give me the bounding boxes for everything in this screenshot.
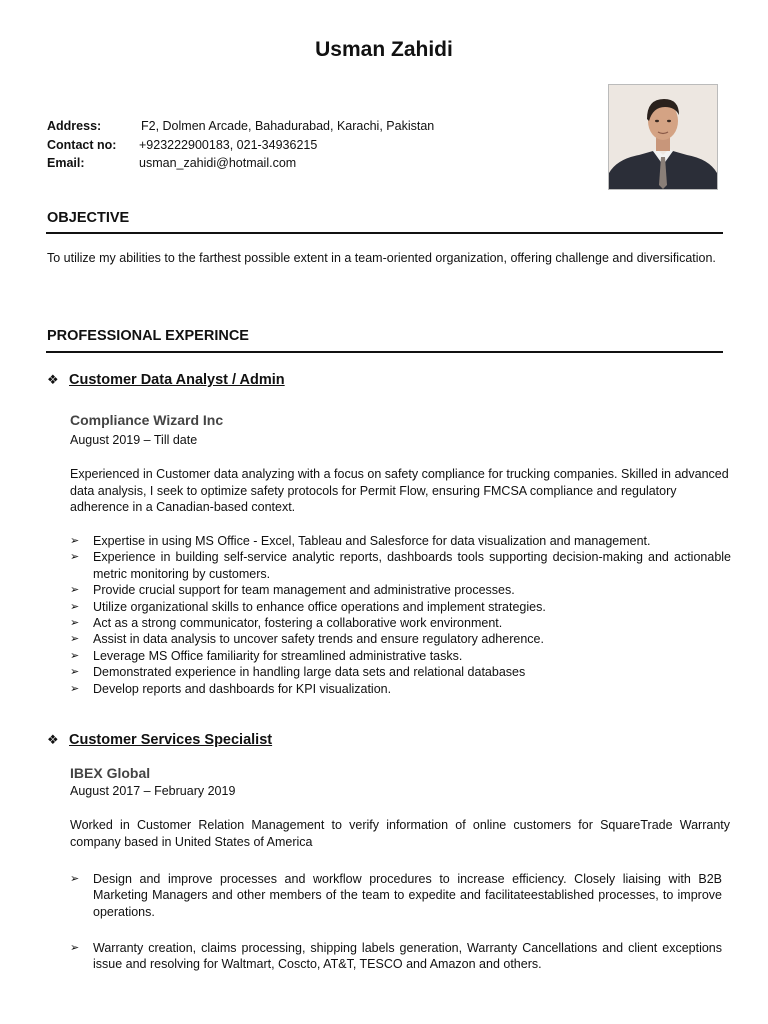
list-item	[70, 940, 722, 973]
bullet-text: Leverage MS Office familiarity for streamlined administrative tasks.	[93, 648, 463, 663]
list-item	[70, 681, 731, 697]
job-title-2	[47, 732, 272, 748]
arrow-bullet-icon: ➢	[70, 682, 80, 695]
list-item	[70, 648, 731, 664]
bullet-text: Provide crucial support for team management and administrative processes.	[93, 583, 515, 598]
arrow-bullet-icon: ➢	[70, 942, 80, 954]
address-value: F2, Dolmen Arcade, Bahadurabad, Karachi, Pakistan	[141, 119, 435, 133]
arrow-bullet-icon: ➢	[70, 873, 80, 885]
list-item	[70, 533, 731, 549]
objective-text: To utilize my abilities to the farthest possible extent in a team-oriented organization, offering challenge and diversification.	[47, 251, 716, 265]
contact-value: +923222900183, 021-34936215	[139, 138, 318, 152]
address-row	[47, 119, 435, 133]
job-bullets-2b	[70, 940, 722, 973]
bullet-text: Demonstrated experience in handling large data sets and relational databases	[93, 665, 526, 680]
list-item	[70, 631, 731, 647]
list-item	[70, 599, 731, 615]
list-item	[70, 549, 731, 582]
experience-divider	[46, 351, 723, 353]
bullet-text: Design and improve processes and workflow procedures to increase efficiency. Closely liaising with B2B Marketing Managers and other members of the team to expedite and facilitateestablished processes, to improve operations.	[93, 872, 722, 919]
arrow-bullet-icon: ➢	[70, 649, 80, 662]
list-item	[70, 582, 731, 598]
job-title-1	[47, 372, 285, 388]
job-bullets-2a	[70, 871, 722, 920]
list-item	[70, 871, 722, 920]
arrow-bullet-icon: ➢	[70, 584, 80, 597]
company-name-1: Compliance Wizard Inc	[70, 412, 224, 428]
arrow-bullet-icon: ➢	[70, 600, 80, 613]
job-title-text: Customer Services Specialist	[69, 732, 273, 748]
bullet-text: Assist in data analysis to uncover safety trends and ensure regulatory adherence.	[93, 632, 544, 647]
arrow-bullet-icon: ➢	[70, 551, 80, 564]
portrait-image	[609, 85, 717, 189]
list-item	[70, 664, 731, 680]
candidate-name: Usman Zahidi	[315, 38, 453, 61]
bullet-text: Develop reports and dashboards for KPI visualization.	[93, 681, 392, 696]
job-summary-1: Experienced in Customer data analyzing with a focus on safety compliance for trucking companies. Skilled in advanced data analysis, I seek to optimize safety protocols for Permit Flow, ensuring FMCSA compliance and regulatory adherence in a Canadian-based context.	[70, 467, 729, 514]
bullet-text: Expertise in using MS Office - Excel, Tableau and Salesforce for data visualization and management.	[93, 534, 651, 548]
address-label: Address:	[47, 119, 102, 133]
email-value: usman_zahidi@hotmail.com	[139, 156, 297, 170]
list-item	[70, 615, 731, 631]
email-row	[47, 156, 297, 170]
diamond-bullet-icon: ❖	[47, 732, 59, 747]
job-title-text: Customer Data Analyst / Admin	[69, 372, 285, 388]
job-summary-2: Worked in Customer Relation Management to verify information of online customers for SquareTrade Warranty company based in United States of America	[70, 818, 730, 849]
company-name-2: IBEX Global	[70, 765, 151, 781]
arrow-bullet-icon: ➢	[70, 535, 80, 547]
email-label: Email:	[47, 156, 85, 170]
diamond-bullet-icon: ❖	[47, 372, 59, 387]
arrow-bullet-icon: ➢	[70, 666, 80, 679]
contact-label: Contact no:	[47, 138, 117, 152]
arrow-bullet-icon: ➢	[70, 633, 80, 646]
objective-heading: OBJECTIVE	[47, 210, 130, 226]
bullet-text: Utilize organizational skills to enhance office operations and implement strategies.	[93, 599, 546, 614]
profile-photo	[608, 84, 718, 190]
job-dates-1: August 2019 – Till date	[70, 433, 198, 447]
job-bullets-1	[70, 533, 731, 697]
bullet-text: Warranty creation, claims processing, shipping labels generation, Warranty Cancellations and client exceptions issue and resolving for Waltmart, Coscto, AT&T, TESCO and Amazon and others.	[93, 941, 722, 972]
bullet-text: Experience in building self-service analytic reports, dashboards tools supporting decision-making and actionable metric monitoring by customers.	[93, 550, 731, 581]
objective-divider	[46, 232, 723, 234]
experience-heading: PROFESSIONAL EXPERINCE	[47, 328, 249, 344]
arrow-bullet-icon: ➢	[70, 617, 80, 630]
bullet-text: Act as a strong communicator, fostering a collaborative work environment.	[93, 616, 503, 631]
job-dates-2: August 2017 – February 2019	[70, 784, 236, 798]
contact-row	[47, 138, 318, 152]
